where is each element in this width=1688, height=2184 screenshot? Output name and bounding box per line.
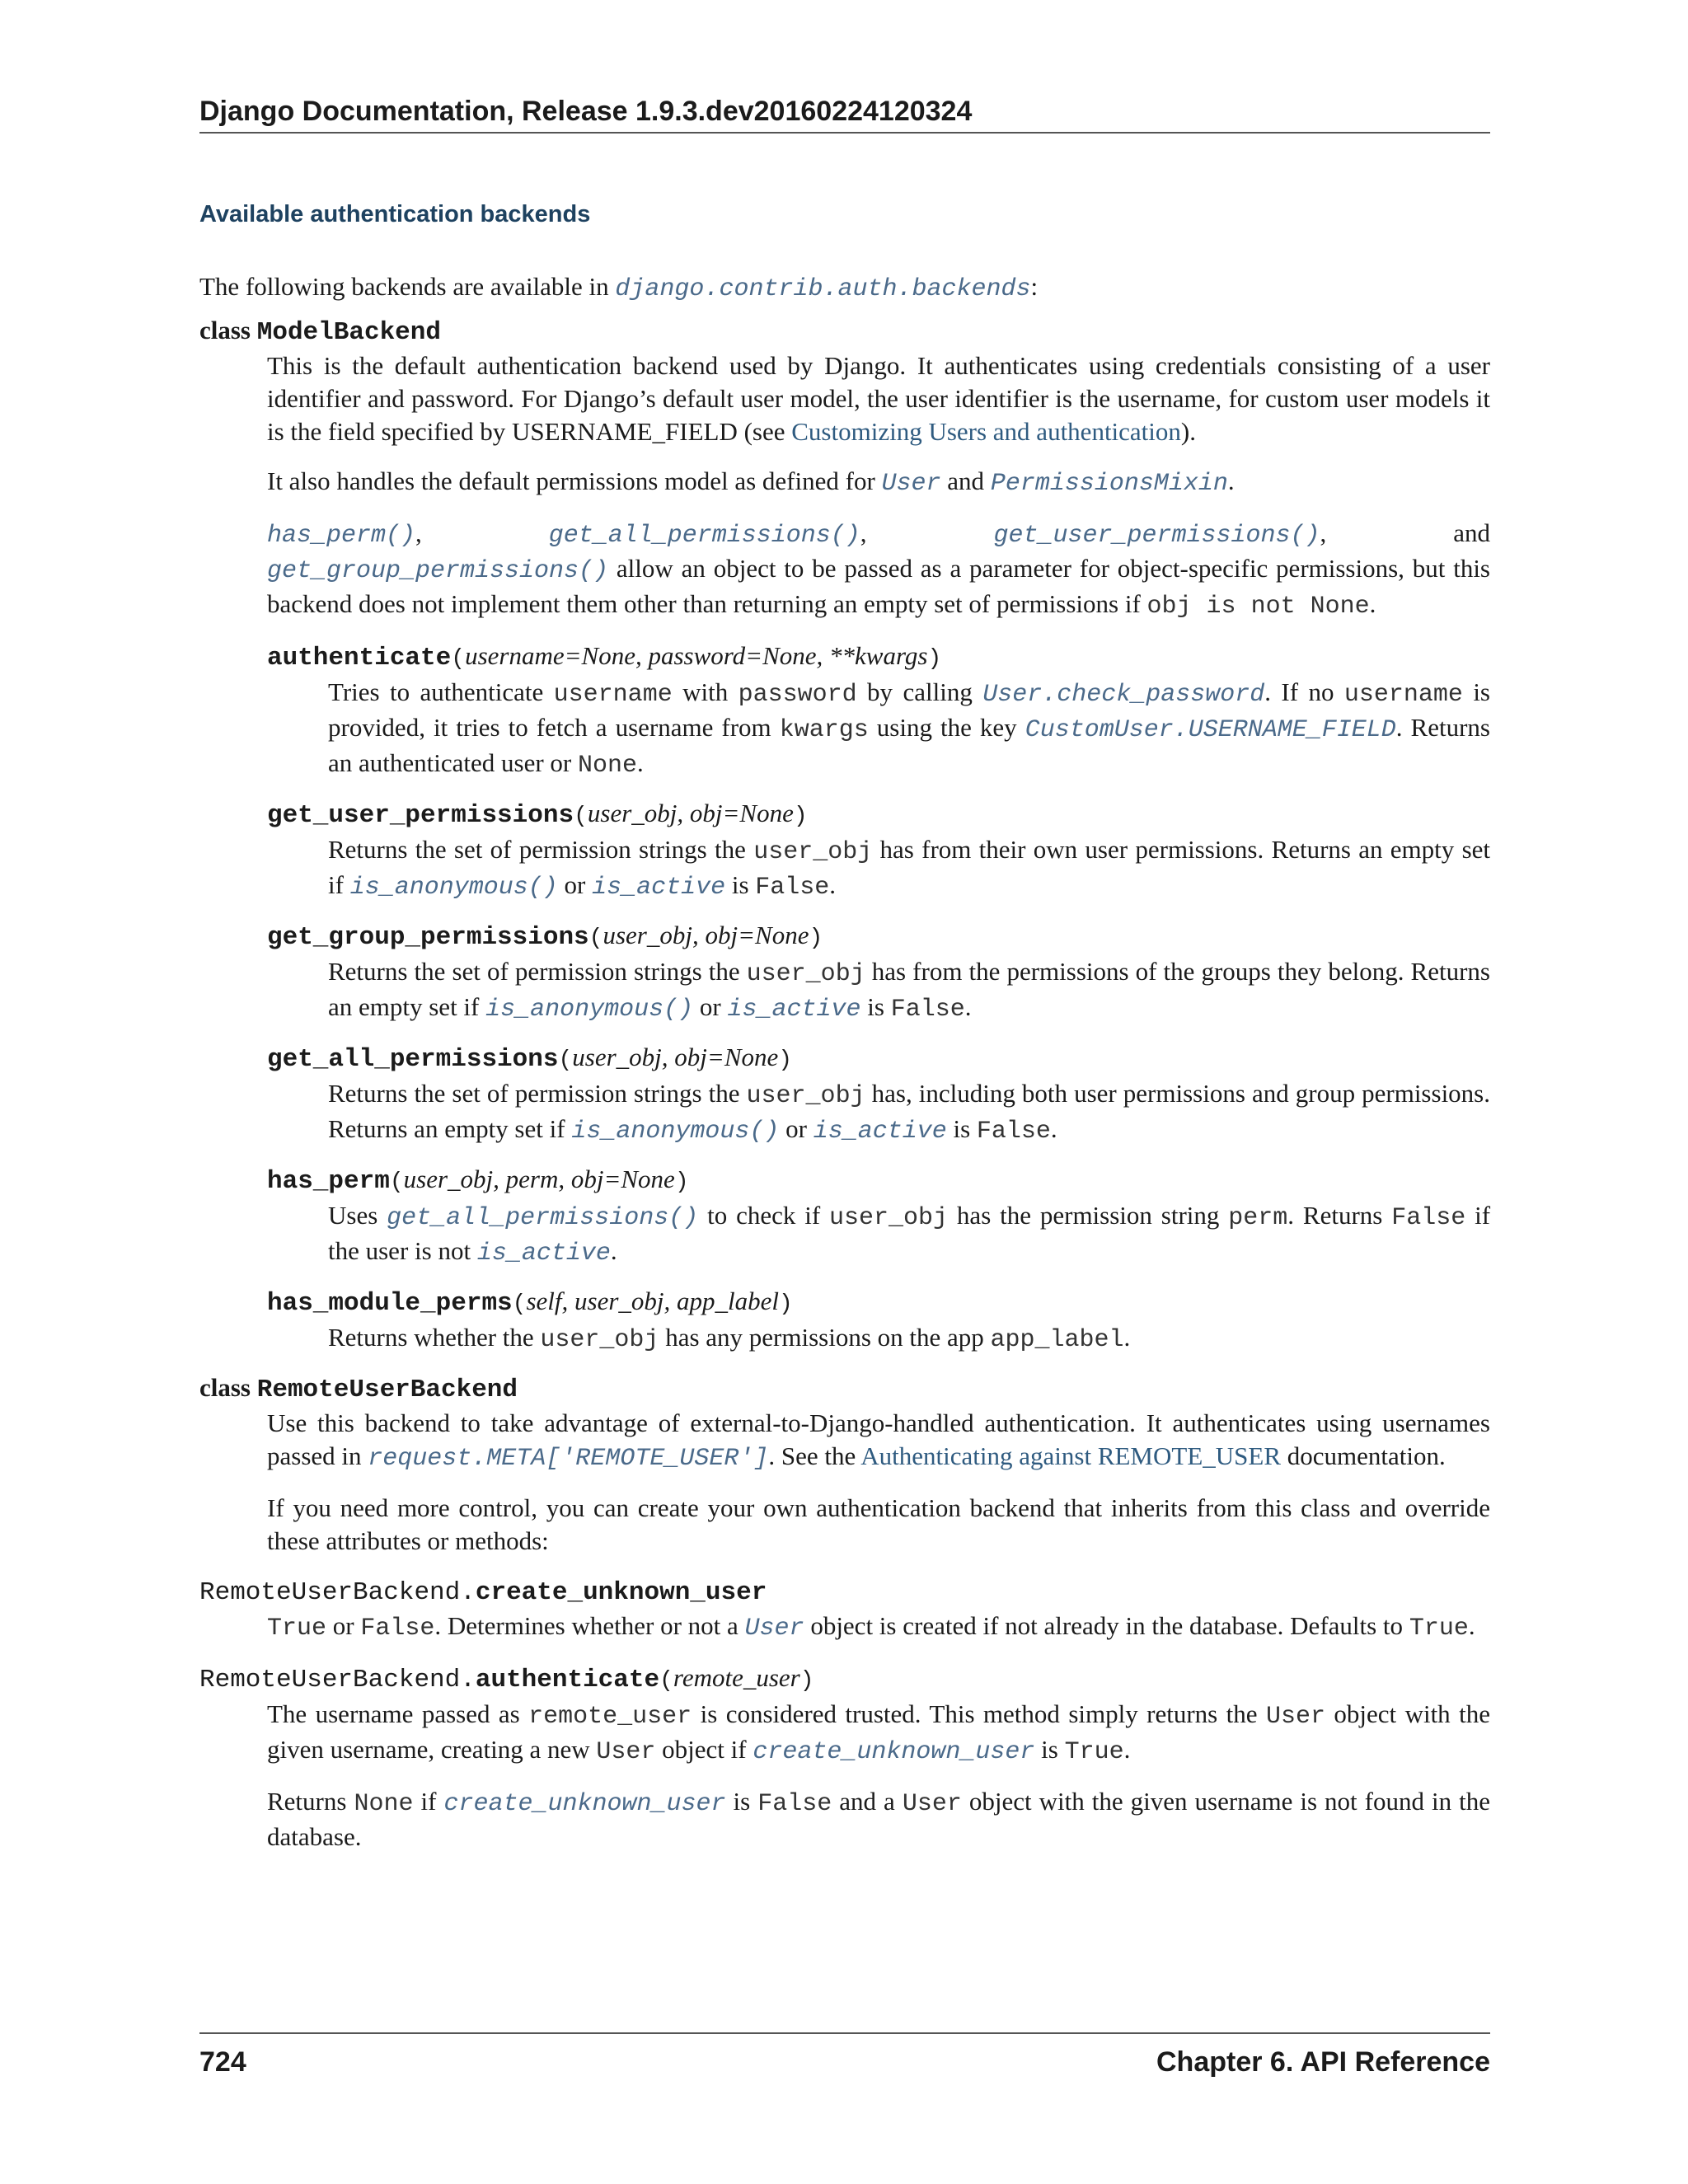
- class-signature: class ModelBackend: [199, 316, 441, 347]
- method-remote-authenticate: [199, 1661, 1490, 1854]
- method-signature: has_perm(user_obj, perm, obj=None): [267, 1165, 689, 1196]
- method-description: Uses get_all_permissions() to check if user_obj has the permission string perm. Returns False if the user is not is_active.: [328, 1201, 1491, 1268]
- class-signature: class RemoteUserBackend: [199, 1373, 518, 1404]
- description-paragraph: If you need more control, you can create your own authentication backend that inherits from this class and override these attributes or methods:: [267, 1493, 1490, 1555]
- method-signature: get_group_permissions(user_obj, obj=None): [267, 921, 823, 952]
- class-description: [267, 1407, 1490, 1558]
- get-all-permissions-link[interactable]: get_all_permissions(): [548, 522, 860, 550]
- user-link[interactable]: User: [744, 1615, 804, 1643]
- method-name: authenticate: [475, 1666, 660, 1694]
- method-description: Returns the set of permission strings the user_obj has from their own user permissions. Returns an empty set if is_anonymous() or is_active is False.: [328, 835, 1490, 902]
- method-name: get_user_permissions: [267, 801, 574, 830]
- get-group-permissions-link[interactable]: get_group_permissions(): [267, 557, 609, 585]
- method-signature: get_all_permissions(user_obj, obj=None): [267, 1043, 793, 1074]
- method-description: Returns whether the user_obj has any permissions on the app app_label.: [328, 1323, 1131, 1354]
- class-description: [267, 349, 1490, 1357]
- attribute-description: True or False. Determines whether or not a User object is created if not already in the database. Defaults to True.: [267, 1611, 1475, 1643]
- is-active-link[interactable]: is_active: [727, 996, 861, 1024]
- is-anonymous-link[interactable]: is_anonymous(): [571, 1118, 780, 1146]
- attribute-create-unknown-user: [199, 1574, 1490, 1645]
- method-signature: has_module_perms(self, user_obj, app_label): [267, 1286, 793, 1318]
- description-paragraph: Use this backend to take advantage of external-to-Django-handled authentication. It authenticates using usernames passed in request.META['REMOTE_USER']. See the Authenticating against REMOTE_USER documentation.: [267, 1408, 1490, 1473]
- method-description: Returns the set of permission strings the user_obj has, including both user permissions and group permissions. Returns an empty set if is_anonymous() or is_active is False.: [328, 1079, 1490, 1146]
- is-anonymous-link[interactable]: is_anonymous(): [485, 996, 694, 1024]
- page-number: 724: [199, 2046, 246, 2078]
- method-signature: authenticate(username=None, password=None, **kwargs): [267, 641, 942, 673]
- section-title: Available authentication backends: [199, 201, 591, 227]
- description-paragraph: has_perm(), get_all_permissions(), get_user_permissions(), and get_group_permissions() allow an object to be passed as a parameter for object-specific permissions, but this backend does not implement them other than returning an empty set of permissions if obj is not None.: [267, 518, 1490, 621]
- method-description: Returns the set of permission strings the user_obj has from the permissions of the groups they belong. Returns an empty set if is_anonymous() or is_active is False.: [328, 957, 1490, 1024]
- permissionsmixin-link[interactable]: PermissionsMixin: [990, 470, 1228, 498]
- is-active-link[interactable]: is_active: [476, 1240, 611, 1268]
- running-header: Django Documentation, Release 1.9.3.dev20160224120324: [199, 92, 1490, 134]
- check-password-link[interactable]: User.check_password: [982, 681, 1265, 709]
- class-name: ModelBackend: [256, 318, 441, 347]
- class-modelbackend: [199, 314, 1490, 1357]
- method-name: has_perm: [267, 1167, 390, 1196]
- class-name: RemoteUserBackend: [256, 1376, 518, 1404]
- method-name: has_module_perms: [267, 1289, 513, 1318]
- attribute-name: create_unknown_user: [475, 1578, 767, 1607]
- method-name: get_all_permissions: [267, 1045, 559, 1074]
- is-active-link[interactable]: is_active: [813, 1118, 947, 1146]
- create-unknown-user-link[interactable]: create_unknown_user: [443, 1790, 726, 1818]
- customizing-users-link[interactable]: Customizing Users and authentication: [791, 417, 1181, 446]
- is-anonymous-link[interactable]: is_anonymous(): [349, 874, 558, 902]
- method-description: The username passed as remote_user is considered trusted. This method simply returns the User object with the given username, creating a new User object if create_unknown_user is True. Returns None if create_unknown_user is False and a User object with the given username is not found in the database.: [267, 1699, 1491, 1851]
- method-signature: get_user_permissions(user_obj, obj=None): [267, 799, 808, 830]
- method-name: authenticate: [267, 644, 452, 673]
- remote-user-link[interactable]: Authenticating against REMOTE_USER: [860, 1441, 1281, 1470]
- method-signature: RemoteUserBackend.authenticate(remote_user): [199, 1663, 814, 1694]
- has-perm-link[interactable]: has_perm(): [267, 522, 416, 550]
- class-remoteuserbackend: [199, 1371, 1490, 1558]
- user-link[interactable]: User: [881, 470, 941, 498]
- get-all-permissions-link[interactable]: get_all_permissions(): [387, 1204, 699, 1232]
- description-paragraph: This is the default authentication backend used by Django. It authenticates using credentials consisting of a user identifier and password. For Django’s default user model, the user identifier is the username, for custom user models it is the field specified by USERNAME_FIELD (see Customizing Users and authentication).: [267, 351, 1490, 446]
- running-footer: [199, 2032, 1490, 2080]
- intro-paragraph: The following backends are available in django.contrib.auth.backends:: [199, 272, 1039, 303]
- request-meta-link[interactable]: request.META['REMOTE_USER']: [368, 1445, 769, 1473]
- description-paragraph: It also handles the default permissions model as defined for User and PermissionsMixin.: [267, 466, 1235, 498]
- page-content: [199, 198, 1490, 1870]
- get-user-permissions-link[interactable]: get_user_permissions(): [993, 522, 1320, 550]
- chapter-title: Chapter 6. API Reference: [1156, 2046, 1490, 2078]
- username-field-link[interactable]: CustomUser.USERNAME_FIELD: [1025, 716, 1396, 744]
- is-active-link[interactable]: is_active: [592, 874, 726, 902]
- create-unknown-user-link[interactable]: create_unknown_user: [753, 1738, 1035, 1766]
- module-link[interactable]: django.contrib.auth.backends: [615, 275, 1031, 303]
- method-name: get_group_permissions: [267, 923, 589, 952]
- method-description: Tries to authenticate username with password by calling User.check_password. If no username is provided, it tries to fetch a username from kwargs using the key CustomUser.USERNAME_FIELD. Returns an authenticated user or None.: [328, 677, 1490, 780]
- attribute-signature: RemoteUserBackend.create_unknown_user: [199, 1578, 767, 1607]
